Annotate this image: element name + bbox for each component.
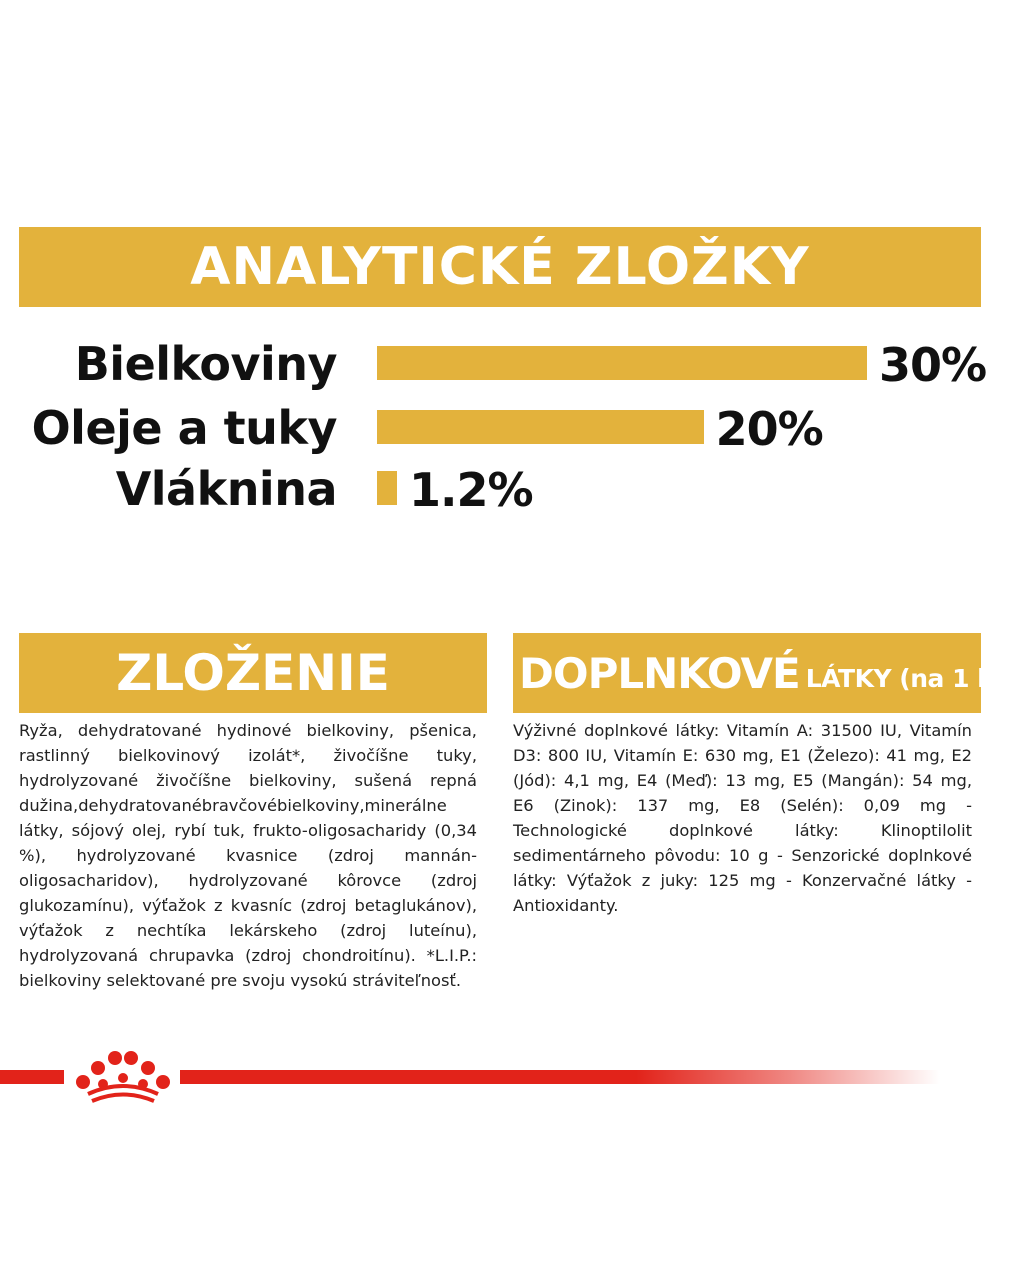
additives-text: Výživné doplnkové látky: Vitamín A: 31500 IU, Vitamín D3: 800 IU, Vitamín E: 630 mg, E1 (Železo): 41 mg, E2 (Jód): 4,1 mg, E4 (Meď): 13 mg, E5 (Mangán): 54 mg, E6 (Zinok): 137 mg, E8 (Selén): 0,09 mg - Technologické doplnkové látky: Klinoptilolit sedimentárneho pôvodu: 10 g - Senzorické doplnkové látky: Výťažok z juky: 125 mg - Konzervačné látky - Antioxidanty. bbox=[513, 721, 972, 915]
bar-value-1: 20% bbox=[715, 402, 823, 456]
additives-title-sub: LÁTKY (na 1 kg) bbox=[805, 663, 1022, 693]
brand-line-left bbox=[0, 1070, 64, 1084]
bar-value-0: 30% bbox=[879, 338, 987, 392]
bar-2 bbox=[377, 471, 397, 505]
analytic-title: ANALYTICKÉ ZLOŽKY bbox=[190, 237, 810, 297]
composition-title: ZLOŽENIE bbox=[116, 644, 390, 702]
analytic-banner bbox=[19, 227, 981, 307]
composition-text: Ryža, dehydratované hydinové bielkoviny, pšenica, rastlinný bielkovinový izolát*, živočíšne tuky, hydrolyzované živočíšne bielkoviny, sušená repná dužina,dehydratovanébravčovébielkoviny,minerálne látky, sójový olej, rybí tuk, frukto-oligosacharidy (0,34 %), hydrolyzované kvasnice (zdroj mannán-oligosacharidov), hydrolyzované kôrovce (zdroj glukozamínu), výťažok z kvasníc (zdroj betaglukánov), výťažok z nechtíka lekárskeho (zdroj luteínu), hydrolyzovaná chrupavka (zdroj chondroitínu). *L.I.P.: bielkoviny selektované pre svoju vysokú stráviteľnosť. bbox=[19, 721, 477, 990]
bar-1 bbox=[377, 410, 704, 444]
additives-title-main: DOPLNKOVÉ bbox=[519, 648, 800, 698]
bar-label-0: Bielkoviny bbox=[74, 337, 337, 391]
bar-label-1: Oleje a tuky bbox=[31, 401, 337, 455]
brand-line-right bbox=[180, 1070, 940, 1084]
bar-label-2: Vláknina bbox=[115, 462, 337, 516]
additives-banner bbox=[513, 633, 1022, 713]
bar-value-2: 1.2% bbox=[409, 463, 533, 517]
bar-0 bbox=[377, 346, 867, 380]
composition-banner bbox=[19, 633, 487, 713]
crown-icon bbox=[70, 1048, 176, 1104]
